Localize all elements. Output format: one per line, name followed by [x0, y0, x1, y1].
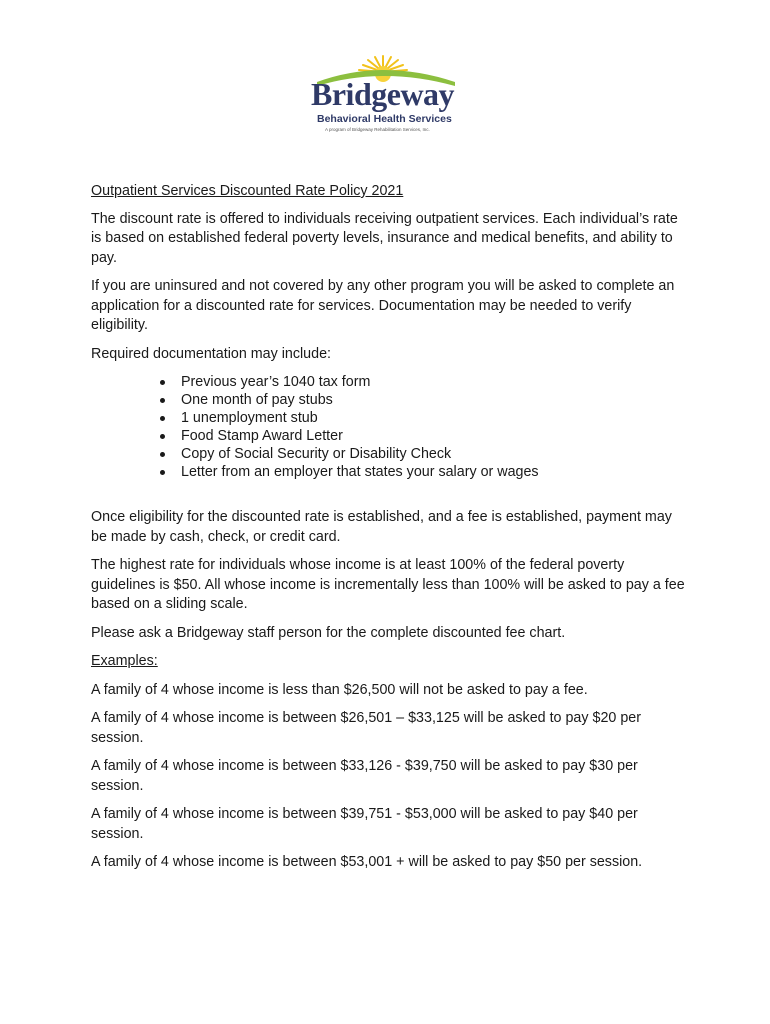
- ask-staff-paragraph: Please ask a Bridgeway staff person for the complete discounted fee chart.: [91, 624, 566, 641]
- example-item: A family of 4 whose income is less than $26,500 will not be asked to pay a fee.: [91, 681, 588, 698]
- logo-wordmark: Bridgeway: [311, 76, 455, 112]
- list-item: 1 unemployment stub: [181, 409, 691, 427]
- example-item: A family of 4 whose income is between $39,751 - $53,000 will be asked to pay $40 per session.: [91, 806, 638, 842]
- list-item: Food Stamp Award Letter: [181, 427, 691, 445]
- highest-rate-paragraph: The highest rate for individuals whose income is at least 100% of the federal poverty guidelines is $50. All whose income is incrementally less than 100% will be asked to pay a fee based on a sliding scale.: [91, 557, 685, 612]
- required-heading: Required documentation may include:: [91, 345, 332, 362]
- uninsured-paragraph: If you are uninsured and not covered by any other program you will be asked to complete an application for a discounted rate for services. Documentation may be needed to verify eligibility.: [91, 278, 675, 333]
- example-item: A family of 4 whose income is between $26,501 – $33,125 will be asked to pay $20 per session.: [91, 710, 641, 746]
- example-item: A family of 4 whose income is between $53,001 + will be asked to pay $50 per session.: [91, 854, 643, 870]
- examples-label: Examples:: [91, 653, 158, 669]
- list-item: One month of pay stubs: [181, 391, 691, 409]
- document-body: [91, 182, 691, 882]
- document-title: Outpatient Services Discounted Rate Policy 2021: [91, 183, 404, 199]
- list-item: Previous year’s 1040 tax form: [181, 373, 691, 391]
- intro-paragraph: The discount rate is offered to individuals receiving outpatient services. Each individual’s rate is based on established federal poverty levels, insurance and medical benefits, and ability to pay.: [91, 210, 678, 266]
- payment-paragraph: Once eligibility for the discounted rate is established, and a fee is established, payment may be made by cash, check, or credit card.: [91, 509, 672, 545]
- logo-tagline: A program of Bridgeway Rehabilitation Services, Inc.: [325, 127, 430, 132]
- example-item: A family of 4 whose income is between $33,126 - $39,750 will be asked to pay $30 per session.: [91, 758, 638, 794]
- list-item: Letter from an employer that states your salary or wages: [181, 463, 691, 481]
- required-documents-list: [91, 373, 691, 481]
- logo-subtitle: Behavioral Health Services: [317, 113, 452, 125]
- list-item: Copy of Social Security or Disability Check: [181, 445, 691, 463]
- bridgeway-logo: [305, 50, 465, 142]
